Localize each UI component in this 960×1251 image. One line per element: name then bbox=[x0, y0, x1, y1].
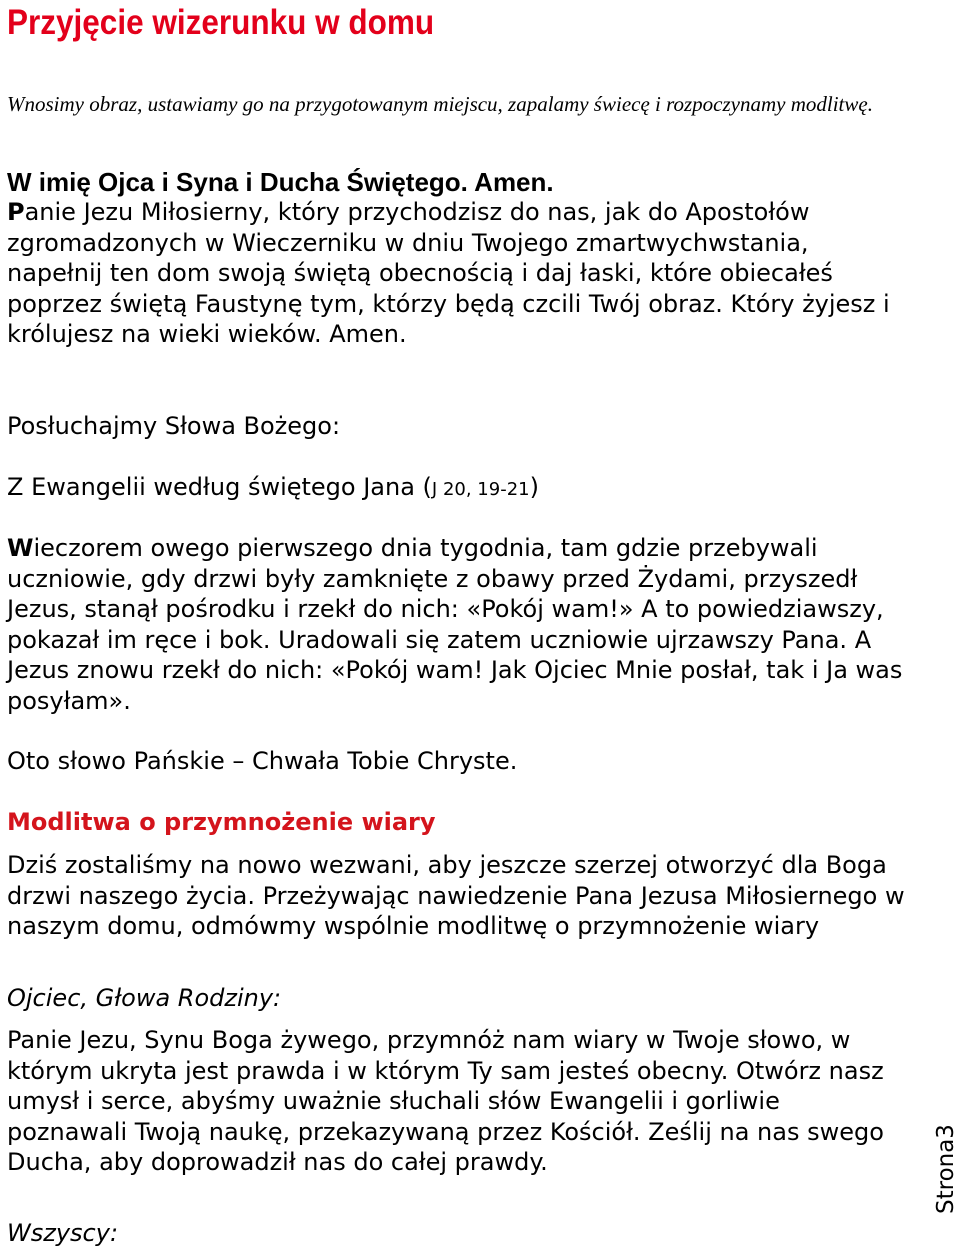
gospel-initial: W bbox=[7, 534, 34, 562]
gospel-reference: J 20, 19-21 bbox=[431, 479, 530, 500]
gospel-reading bbox=[7, 533, 907, 716]
faith-intro: Dziś zostaliśmy na nowo wezwani, aby jeszcze szerzej otworzyć dla Boga drzwi naszego życia. Przeżywając nawiedzenie Pana Jezusa Miłosiernego w naszym domu, odmówmy wspólnie modlitwę o przymnożenie wiary bbox=[7, 851, 905, 940]
listen-intro: Posłuchajmy Słowa Bożego: bbox=[7, 412, 341, 440]
gospel-heading bbox=[7, 472, 907, 506]
opening-prayer bbox=[7, 197, 907, 350]
speaker-father: Ojciec, Głowa Rodziny: bbox=[7, 984, 282, 1012]
gospel-heading-close: ) bbox=[529, 473, 539, 501]
document-title: Przyjęcie wizerunku w domu bbox=[7, 3, 435, 42]
prayer-initial: P bbox=[7, 198, 25, 226]
faith-prayer-heading: Modlitwa o przymnożenie wiary bbox=[7, 808, 436, 836]
intro-rubric: Wnosimy obraz, ustawiamy go na przygotowanym miejscu, zapalamy świecę i rozpoczynamy modlitwę. bbox=[7, 92, 873, 116]
word-of-lord: Oto słowo Pańskie – Chwała Tobie Chryste. bbox=[7, 747, 518, 775]
gospel-text: ieczorem owego pierwszego dnia tygodnia, tam gdzie przebywali uczniowie, gdy drzwi były zamknięte z obawy przed Żydami, przyszedł Jezus, stanął pośrodku i rzekł do nich: «Pokój wam!» A to powiedziawszy, pokazał im ręce i bok. Uradowali się zatem uczniowie ujrzawszy Pana. A Jezus znowu rzekł do nich: «Pokój wam! Jak Ojciec Mnie posłał, tak i Ja was posyłam». bbox=[7, 534, 903, 715]
father-prayer: Panie Jezu, Synu Boga żywego, przymnóż nam wiary w Twoje słowo, w którym ukryta jest prawda i w którym Ty sam jesteś obecny. Otwórz nasz umysł i serce, abyśmy uważnie słuchali słów Ewangelii i gorliwie poznawali Twoją naukę, przekazywaną przez Kościół. Ześlij na nas swego Ducha, aby doprowadził nas do całej prawdy. bbox=[7, 1026, 884, 1176]
speaker-all: Wszyscy: bbox=[7, 1219, 119, 1247]
page-number: Strona3 bbox=[933, 1124, 959, 1214]
prayer-text: anie Jezu Miłosierny, który przychodzisz do nas, jak do Apostołów zgromadzonych w Wieczerniku w dniu Twojego zmartwychwstania, napełnij ten dom swoją świętą obecnością i daj łaski, które obiecałeś poprzez świętą Faustynę tym, którzy będą czcili Twój obraz. Który żyjesz i królujesz na wieki wieków. Amen. bbox=[7, 198, 890, 348]
invocation: W imię Ojca i Syna i Ducha Świętego. Amen. bbox=[7, 167, 554, 197]
gospel-heading-text: Z Ewangelii według świętego Jana ( bbox=[7, 473, 432, 501]
